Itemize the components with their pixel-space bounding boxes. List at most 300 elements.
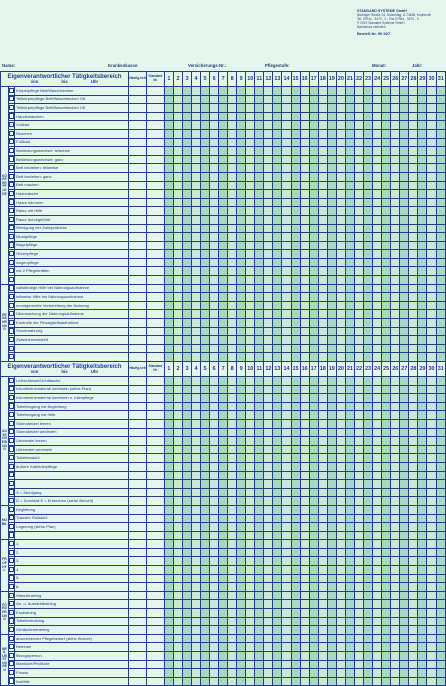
day-cell[interactable]: [201, 600, 210, 609]
day-cell[interactable]: [373, 617, 382, 626]
day-cell[interactable]: [282, 147, 291, 156]
frequency-cell[interactable]: [129, 411, 147, 420]
day-cell[interactable]: [282, 402, 291, 411]
day-cell[interactable]: [228, 310, 237, 319]
day-cell[interactable]: [354, 471, 363, 480]
day-cell[interactable]: [246, 327, 255, 336]
day-cell[interactable]: [373, 155, 382, 164]
day-cell[interactable]: [345, 172, 354, 181]
day-cell[interactable]: [237, 531, 246, 540]
day-cell[interactable]: [210, 87, 219, 96]
day-cell[interactable]: [173, 523, 182, 532]
day-cell[interactable]: [210, 609, 219, 618]
day-cell[interactable]: [436, 155, 445, 164]
day-cell[interactable]: [246, 411, 255, 420]
day-cell[interactable]: [228, 250, 237, 259]
day-cell[interactable]: [382, 319, 391, 328]
day-cell[interactable]: [291, 652, 300, 661]
day-cell[interactable]: [237, 267, 246, 276]
day-cell[interactable]: [219, 609, 228, 618]
day-cell[interactable]: [436, 557, 445, 566]
day-cell[interactable]: [354, 95, 363, 104]
day-cell[interactable]: [264, 574, 273, 583]
day-cell[interactable]: [246, 591, 255, 600]
day-cell[interactable]: [382, 147, 391, 156]
day-cell[interactable]: [264, 540, 273, 549]
day-cell[interactable]: [255, 445, 264, 454]
day-cell[interactable]: [192, 172, 201, 181]
day-cell[interactable]: [382, 609, 391, 618]
day-cell[interactable]: [228, 344, 237, 353]
day-cell[interactable]: [427, 385, 436, 394]
day-cell[interactable]: [255, 95, 264, 104]
day-cell[interactable]: [373, 147, 382, 156]
row-checkbox[interactable]: [9, 242, 14, 247]
day-cell[interactable]: [436, 583, 445, 592]
day-cell[interactable]: [345, 164, 354, 173]
day-cell[interactable]: [327, 557, 336, 566]
day-cell[interactable]: [201, 377, 210, 386]
day-cell[interactable]: [373, 548, 382, 557]
day-cell[interactable]: [164, 617, 173, 626]
frequency-cell[interactable]: [129, 609, 147, 618]
day-cell[interactable]: [219, 276, 228, 285]
day-cell[interactable]: [382, 121, 391, 130]
frequency-cell[interactable]: [129, 181, 147, 190]
day-cell[interactable]: [164, 454, 173, 463]
day-cell[interactable]: [201, 129, 210, 138]
day-cell[interactable]: [418, 190, 427, 199]
day-cell[interactable]: [418, 402, 427, 411]
frequency-cell[interactable]: [129, 164, 147, 173]
day-cell[interactable]: [373, 574, 382, 583]
day-cell[interactable]: [173, 87, 182, 96]
day-cell[interactable]: [282, 548, 291, 557]
day-cell[interactable]: [201, 138, 210, 147]
day-cell[interactable]: [264, 471, 273, 480]
day-cell[interactable]: [237, 609, 246, 618]
day-cell[interactable]: [273, 327, 282, 336]
day-cell[interactable]: [273, 652, 282, 661]
day-cell[interactable]: [345, 104, 354, 113]
day-cell[interactable]: [228, 548, 237, 557]
day-cell[interactable]: [164, 181, 173, 190]
day-cell[interactable]: [264, 293, 273, 302]
day-cell[interactable]: [173, 121, 182, 130]
day-cell[interactable]: [237, 293, 246, 302]
day-cell[interactable]: [400, 215, 409, 224]
day-cell[interactable]: [436, 634, 445, 643]
day-cell[interactable]: [418, 104, 427, 113]
frequency-cell[interactable]: [129, 548, 147, 557]
day-cell[interactable]: [391, 591, 400, 600]
day-cell[interactable]: [273, 402, 282, 411]
frequency-cell[interactable]: [129, 190, 147, 199]
day-cell[interactable]: [282, 215, 291, 224]
day-cell[interactable]: [164, 609, 173, 618]
day-cell[interactable]: [427, 276, 436, 285]
day-cell[interactable]: [282, 207, 291, 216]
day-cell[interactable]: [255, 276, 264, 285]
day-cell[interactable]: [173, 190, 182, 199]
day-cell[interactable]: [354, 104, 363, 113]
day-cell[interactable]: [164, 660, 173, 669]
day-cell[interactable]: [255, 411, 264, 420]
day-cell[interactable]: [291, 293, 300, 302]
day-cell[interactable]: [400, 353, 409, 362]
day-cell[interactable]: [336, 419, 345, 428]
day-cell[interactable]: [228, 505, 237, 514]
day-cell[interactable]: [273, 190, 282, 199]
day-cell[interactable]: [309, 353, 318, 362]
frequency-cell[interactable]: [129, 293, 147, 302]
day-cell[interactable]: [291, 121, 300, 130]
day-cell[interactable]: [300, 531, 309, 540]
day-cell[interactable]: [327, 104, 336, 113]
day-cell[interactable]: [318, 471, 327, 480]
day-cell[interactable]: [228, 497, 237, 506]
day-cell[interactable]: [373, 600, 382, 609]
day-cell[interactable]: [192, 207, 201, 216]
day-cell[interactable]: [345, 462, 354, 471]
row-checkbox[interactable]: [9, 165, 14, 170]
frequency-cell[interactable]: [129, 267, 147, 276]
day-cell[interactable]: [418, 531, 427, 540]
day-cell[interactable]: [391, 241, 400, 250]
day-cell[interactable]: [164, 258, 173, 267]
day-cell[interactable]: [255, 293, 264, 302]
standard-cell[interactable]: [146, 411, 164, 420]
day-cell[interactable]: [373, 583, 382, 592]
day-cell[interactable]: [246, 540, 255, 549]
day-cell[interactable]: [400, 155, 409, 164]
day-cell[interactable]: [183, 353, 192, 362]
day-cell[interactable]: [237, 669, 246, 678]
day-cell[interactable]: [264, 437, 273, 446]
day-cell[interactable]: [382, 284, 391, 293]
day-cell[interactable]: [264, 402, 273, 411]
day-cell[interactable]: [427, 454, 436, 463]
day-cell[interactable]: [382, 497, 391, 506]
day-cell[interactable]: [336, 462, 345, 471]
day-cell[interactable]: [400, 224, 409, 233]
day-cell[interactable]: [192, 471, 201, 480]
day-cell[interactable]: [373, 531, 382, 540]
day-cell[interactable]: [373, 215, 382, 224]
day-cell[interactable]: [246, 155, 255, 164]
day-cell[interactable]: [164, 224, 173, 233]
day-cell[interactable]: [273, 505, 282, 514]
day-cell[interactable]: [409, 600, 418, 609]
care-level-field-label[interactable]: Pflegestufe:: [265, 63, 290, 68]
day-cell[interactable]: [382, 634, 391, 643]
day-cell[interactable]: [219, 523, 228, 532]
day-cell[interactable]: [291, 505, 300, 514]
day-cell[interactable]: [255, 181, 264, 190]
day-cell[interactable]: [201, 301, 210, 310]
day-cell[interactable]: [273, 488, 282, 497]
day-cell[interactable]: [282, 164, 291, 173]
row-checkbox[interactable]: [9, 234, 14, 239]
day-cell[interactable]: [255, 112, 264, 121]
day-cell[interactable]: [327, 411, 336, 420]
day-cell[interactable]: [201, 112, 210, 121]
day-cell[interactable]: [210, 112, 219, 121]
day-cell[interactable]: [219, 112, 228, 121]
day-cell[interactable]: [318, 402, 327, 411]
day-cell[interactable]: [373, 634, 382, 643]
day-cell[interactable]: [246, 224, 255, 233]
day-cell[interactable]: [354, 643, 363, 652]
day-cell[interactable]: [291, 164, 300, 173]
day-cell[interactable]: [201, 293, 210, 302]
day-cell[interactable]: [391, 634, 400, 643]
day-cell[interactable]: [192, 557, 201, 566]
day-cell[interactable]: [354, 301, 363, 310]
day-cell[interactable]: [336, 669, 345, 678]
day-cell[interactable]: [336, 284, 345, 293]
day-cell[interactable]: [237, 344, 246, 353]
day-cell[interactable]: [173, 626, 182, 635]
day-cell[interactable]: [309, 233, 318, 242]
day-cell[interactable]: [364, 402, 373, 411]
day-cell[interactable]: [318, 583, 327, 592]
standard-cell[interactable]: [146, 462, 164, 471]
row-checkbox[interactable]: [9, 182, 14, 187]
day-cell[interactable]: [282, 250, 291, 259]
day-cell[interactable]: [219, 258, 228, 267]
standard-cell[interactable]: [146, 327, 164, 336]
day-cell[interactable]: [364, 626, 373, 635]
day-cell[interactable]: [400, 250, 409, 259]
day-cell[interactable]: [173, 583, 182, 592]
day-cell[interactable]: [436, 310, 445, 319]
day-cell[interactable]: [418, 293, 427, 302]
day-cell[interactable]: [192, 445, 201, 454]
frequency-cell[interactable]: [129, 523, 147, 532]
day-cell[interactable]: [201, 241, 210, 250]
day-cell[interactable]: [201, 233, 210, 242]
day-cell[interactable]: [300, 215, 309, 224]
day-cell[interactable]: [336, 319, 345, 328]
day-cell[interactable]: [219, 155, 228, 164]
day-cell[interactable]: [391, 419, 400, 428]
day-cell[interactable]: [264, 548, 273, 557]
day-cell[interactable]: [173, 95, 182, 104]
frequency-cell[interactable]: [129, 319, 147, 328]
day-cell[interactable]: [418, 112, 427, 121]
day-cell[interactable]: [409, 172, 418, 181]
day-cell[interactable]: [364, 488, 373, 497]
standard-cell[interactable]: [146, 669, 164, 678]
day-cell[interactable]: [192, 112, 201, 121]
day-cell[interactable]: [327, 344, 336, 353]
day-cell[interactable]: [354, 445, 363, 454]
day-cell[interactable]: [246, 600, 255, 609]
day-cell[interactable]: [264, 377, 273, 386]
day-cell[interactable]: [273, 643, 282, 652]
day-cell[interactable]: [427, 677, 436, 686]
day-cell[interactable]: [164, 669, 173, 678]
day-cell[interactable]: [164, 634, 173, 643]
day-cell[interactable]: [192, 95, 201, 104]
day-cell[interactable]: [219, 617, 228, 626]
day-cell[interactable]: [246, 505, 255, 514]
day-cell[interactable]: [436, 336, 445, 345]
day-cell[interactable]: [300, 557, 309, 566]
day-cell[interactable]: [409, 394, 418, 403]
row-checkbox[interactable]: [9, 421, 14, 426]
day-cell[interactable]: [409, 293, 418, 302]
day-cell[interactable]: [210, 172, 219, 181]
day-cell[interactable]: [183, 462, 192, 471]
day-cell[interactable]: [427, 617, 436, 626]
day-cell[interactable]: [345, 293, 354, 302]
day-cell[interactable]: [282, 233, 291, 242]
day-cell[interactable]: [164, 344, 173, 353]
day-cell[interactable]: [282, 129, 291, 138]
standard-cell[interactable]: [146, 276, 164, 285]
day-cell[interactable]: [228, 327, 237, 336]
day-cell[interactable]: [173, 224, 182, 233]
day-cell[interactable]: [228, 121, 237, 130]
day-cell[interactable]: [336, 147, 345, 156]
day-cell[interactable]: [373, 336, 382, 345]
day-cell[interactable]: [164, 155, 173, 164]
day-cell[interactable]: [391, 385, 400, 394]
day-cell[interactable]: [255, 336, 264, 345]
day-cell[interactable]: [282, 523, 291, 532]
day-cell[interactable]: [327, 95, 336, 104]
day-cell[interactable]: [246, 634, 255, 643]
day-cell[interactable]: [264, 677, 273, 686]
day-cell[interactable]: [183, 267, 192, 276]
day-cell[interactable]: [173, 336, 182, 345]
day-cell[interactable]: [201, 104, 210, 113]
day-cell[interactable]: [173, 591, 182, 600]
day-cell[interactable]: [237, 540, 246, 549]
day-cell[interactable]: [228, 523, 237, 532]
day-cell[interactable]: [237, 523, 246, 532]
day-cell[interactable]: [300, 445, 309, 454]
day-cell[interactable]: [282, 557, 291, 566]
day-cell[interactable]: [164, 652, 173, 661]
day-cell[interactable]: [418, 95, 427, 104]
day-cell[interactable]: [291, 138, 300, 147]
day-cell[interactable]: [201, 617, 210, 626]
day-cell[interactable]: [336, 344, 345, 353]
day-cell[interactable]: [173, 301, 182, 310]
day-cell[interactable]: [228, 557, 237, 566]
day-cell[interactable]: [192, 121, 201, 130]
day-cell[interactable]: [364, 233, 373, 242]
day-cell[interactable]: [201, 531, 210, 540]
day-cell[interactable]: [400, 488, 409, 497]
day-cell[interactable]: [291, 172, 300, 181]
day-cell[interactable]: [219, 643, 228, 652]
day-cell[interactable]: [400, 609, 409, 618]
day-cell[interactable]: [391, 660, 400, 669]
day-cell[interactable]: [364, 181, 373, 190]
day-cell[interactable]: [400, 617, 409, 626]
day-cell[interactable]: [228, 267, 237, 276]
day-cell[interactable]: [318, 669, 327, 678]
day-cell[interactable]: [201, 548, 210, 557]
day-cell[interactable]: [282, 319, 291, 328]
day-cell[interactable]: [264, 190, 273, 199]
day-cell[interactable]: [201, 609, 210, 618]
day-cell[interactable]: [364, 669, 373, 678]
day-cell[interactable]: [409, 233, 418, 242]
day-cell[interactable]: [228, 488, 237, 497]
day-cell[interactable]: [400, 95, 409, 104]
standard-cell[interactable]: [146, 634, 164, 643]
day-cell[interactable]: [427, 634, 436, 643]
day-cell[interactable]: [391, 147, 400, 156]
day-cell[interactable]: [418, 164, 427, 173]
day-cell[interactable]: [354, 497, 363, 506]
day-cell[interactable]: [391, 104, 400, 113]
day-cell[interactable]: [183, 419, 192, 428]
day-cell[interactable]: [237, 121, 246, 130]
day-cell[interactable]: [192, 319, 201, 328]
day-cell[interactable]: [264, 233, 273, 242]
day-cell[interactable]: [354, 652, 363, 661]
day-cell[interactable]: [164, 445, 173, 454]
day-cell[interactable]: [246, 258, 255, 267]
day-cell[interactable]: [210, 626, 219, 635]
day-cell[interactable]: [336, 301, 345, 310]
day-cell[interactable]: [364, 609, 373, 618]
day-cell[interactable]: [354, 454, 363, 463]
day-cell[interactable]: [318, 523, 327, 532]
day-cell[interactable]: [273, 233, 282, 242]
day-cell[interactable]: [210, 138, 219, 147]
day-cell[interactable]: [336, 652, 345, 661]
day-cell[interactable]: [264, 344, 273, 353]
day-cell[interactable]: [391, 557, 400, 566]
day-cell[interactable]: [246, 480, 255, 489]
day-cell[interactable]: [219, 224, 228, 233]
day-cell[interactable]: [291, 531, 300, 540]
day-cell[interactable]: [264, 112, 273, 121]
day-cell[interactable]: [345, 454, 354, 463]
day-cell[interactable]: [219, 669, 228, 678]
day-cell[interactable]: [291, 600, 300, 609]
day-cell[interactable]: [228, 454, 237, 463]
day-cell[interactable]: [327, 327, 336, 336]
day-cell[interactable]: [192, 215, 201, 224]
day-cell[interactable]: [210, 548, 219, 557]
day-cell[interactable]: [246, 394, 255, 403]
day-cell[interactable]: [219, 164, 228, 173]
day-cell[interactable]: [237, 241, 246, 250]
day-cell[interactable]: [373, 488, 382, 497]
day-cell[interactable]: [228, 353, 237, 362]
day-cell[interactable]: [210, 258, 219, 267]
day-cell[interactable]: [400, 548, 409, 557]
day-cell[interactable]: [354, 129, 363, 138]
day-cell[interactable]: [418, 250, 427, 259]
frequency-cell[interactable]: [129, 95, 147, 104]
day-cell[interactable]: [173, 574, 182, 583]
day-cell[interactable]: [219, 531, 228, 540]
day-cell[interactable]: [300, 652, 309, 661]
day-cell[interactable]: [273, 583, 282, 592]
day-cell[interactable]: [354, 276, 363, 285]
day-cell[interactable]: [219, 514, 228, 523]
row-checkbox[interactable]: [9, 156, 14, 161]
